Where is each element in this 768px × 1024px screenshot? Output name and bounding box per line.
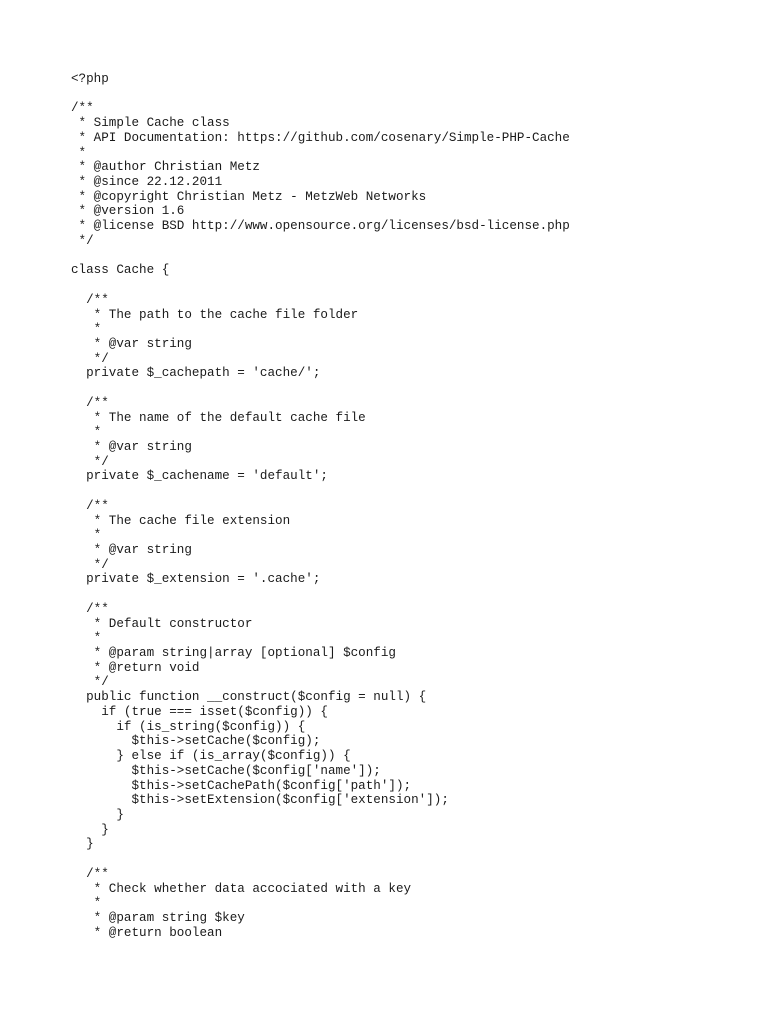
code-line: } else if (is_array($config)) { xyxy=(71,749,351,764)
code-line: * xyxy=(71,145,87,160)
code-line: * The cache file extension xyxy=(71,513,291,528)
code-line: */ xyxy=(71,557,109,572)
code-line: */ xyxy=(71,454,109,469)
code-line: * @var string xyxy=(71,439,192,454)
code-line: if (is_string($config)) { xyxy=(71,719,306,734)
code-line: * xyxy=(71,896,102,911)
code-line: if (true === isset($config)) { xyxy=(71,704,328,719)
code-line xyxy=(71,87,751,102)
code-line: private $_cachename = 'default'; xyxy=(71,469,328,484)
code-line: * xyxy=(71,425,102,440)
code-line: /** xyxy=(71,601,109,616)
code-line: <?php xyxy=(71,72,109,86)
code-line xyxy=(71,484,751,499)
code-line: */ xyxy=(71,233,94,248)
code-line: * @var string xyxy=(71,543,192,557)
code-line: * @param string $key xyxy=(71,910,245,925)
code-line: * @var string xyxy=(71,336,192,351)
code-line: $this->setCache($config); xyxy=(71,734,321,749)
code-line xyxy=(71,278,751,293)
code-line: $this->setCache($config['name']); xyxy=(71,763,381,778)
code-line: private $_cachepath = 'cache/'; xyxy=(71,366,321,381)
code-line: * API Documentation: https://github.com/cosenary/Simple-PHP-Cache xyxy=(71,130,570,145)
code-line: class Cache { xyxy=(71,263,170,278)
code-line: * Check whether data accociated with a key xyxy=(71,881,412,896)
code-line: private $_extension = '.cache'; xyxy=(71,572,321,587)
code-line: /** xyxy=(71,498,109,513)
code-line: * @since 22.12.2011 xyxy=(71,175,223,190)
code-line xyxy=(71,587,751,602)
code-line: * @return void xyxy=(71,660,200,675)
code-line: * @copyright Christian Metz - MetzWeb Networks xyxy=(71,189,427,204)
code-line: * @param string|array [optional] $config xyxy=(71,646,396,661)
code-line: * xyxy=(71,528,102,543)
code-line: * The name of the default cache file xyxy=(71,410,366,425)
code-line: $this->setCachePath($config['path']); xyxy=(71,778,412,793)
code-line xyxy=(71,852,751,867)
code-line: $this->setExtension($config['extension']); xyxy=(71,793,449,808)
code-listing xyxy=(71,72,751,940)
code-line: * @return boolean xyxy=(71,925,223,940)
code-line: * xyxy=(71,322,102,337)
code-line: */ xyxy=(71,351,109,366)
code-line: /** xyxy=(71,866,109,881)
code-line: } xyxy=(71,837,94,852)
code-line: * @license BSD http://www.opensource.org/licenses/bsd-license.php xyxy=(71,219,570,234)
code-line: } xyxy=(71,807,124,822)
code-line: * @author Christian Metz xyxy=(71,160,260,175)
code-line: * @version 1.6 xyxy=(71,204,185,219)
code-line: * xyxy=(71,631,102,646)
code-line: * Simple Cache class xyxy=(71,116,230,131)
code-line: } xyxy=(71,822,109,837)
code-line xyxy=(71,249,751,264)
code-line: */ xyxy=(71,675,109,690)
code-line: * Default constructor xyxy=(71,616,253,631)
code-line: /** xyxy=(71,101,94,116)
code-line xyxy=(71,381,751,396)
code-line: * The path to the cache file folder xyxy=(71,307,359,322)
code-line: /** xyxy=(71,395,109,410)
code-line: /** xyxy=(71,292,109,307)
code-line: public function __construct($config = null) { xyxy=(71,690,427,705)
